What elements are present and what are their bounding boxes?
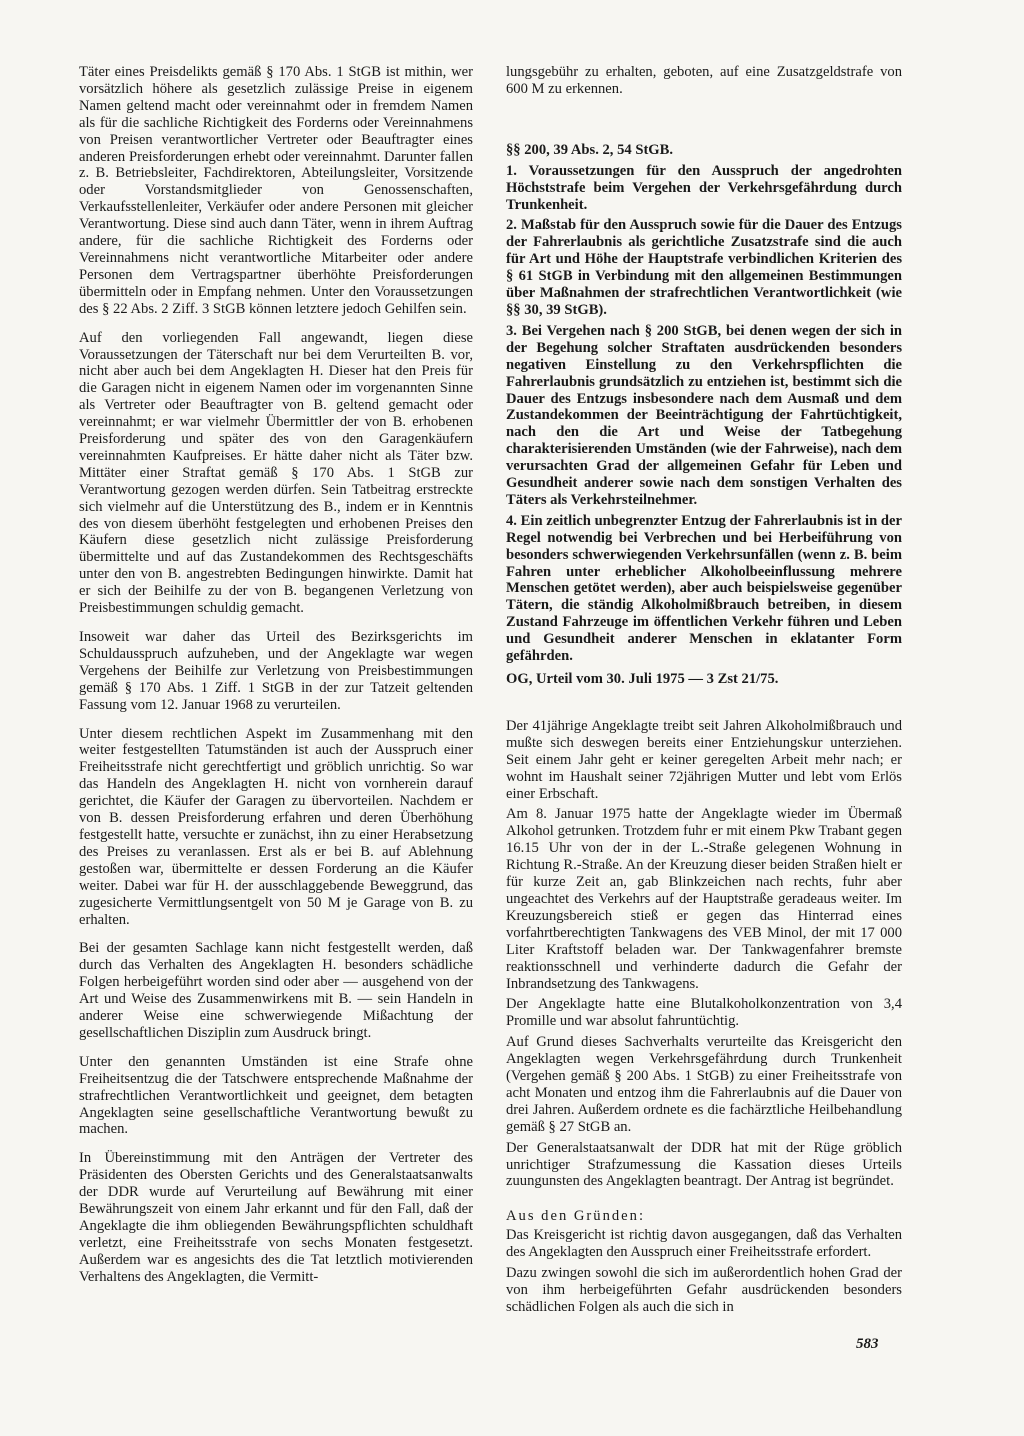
grounds-heading: Aus den Gründen: [506, 1208, 646, 1225]
paragraph: Der Generalstaatsanwalt der DDR hat mit der Rüge gröblich unrichtiger Strafzumessung die Kassation dieses Urteils zuungunsten des Angeklagten beantragt. Der Antrag ist begründet. [506, 1139, 902, 1190]
right-column [506, 64, 902, 1320]
paragraph: Auf den vorliegenden Fall angewandt, liegen diese Voraussetzungen der Täterschaft nur bei dem Verurteilten B. vor, nicht aber auch bei dem Angeklagten H. Dieser hat den Preis für die Garagen nicht in eigenem Namen oder im vorgenannten Sinne als Vertreter oder Beauftragter von B. geltend gemacht oder vereinnahmt; er war vielmehr Übermittler der von B. erhobenen Preisforderung und später des von den Garagenkäufern vereinnahmten Kaufpreises. Er hätte daher nicht als Täter bzw. Mittäter einer Straftat gemäß § 170 Abs. 1 StGB zur Verantwortung gezogen werden dürfen. Sein Tatbeitrag erstreckte sich vielmehr auf die Unterstützung des B., indem er in Kenntnis des von diesem überhöht festgelegten und erhobenen Preises den Käufern diese gesetzlich nicht zulässige Preisforderung übermittelte und auf das Zustandekommen des Rechtsgeschäfts unter den von B. angestrebten Bedingungen hinwirkte. Damit hat er sich der Beihilfe zu der von B. begangenen Verletzung von Preisbestimmungen schuldig gemacht. [79, 329, 473, 617]
paragraph: Der Angeklagte hatte eine Blutalkoholkonzentration von 3,4 Promille und war absolut fahruntüchtig. [506, 996, 902, 1030]
paragraph: Bei der gesamten Sachlage kann nicht festgestellt werden, daß durch das Verhalten des Angeklagten H. besonders schädliche Folgen herbeigeführt worden sind oder aber — ausgehend von der Art und Weise des Zusammenwirkens mit B. — sein Handeln in anderer Weise eine schwerwiegende Mißachtung der gesellschaftlichen Disziplin zum Ausdruck bringt. [79, 940, 473, 1041]
ruling-point: 4. Ein zeitlich unbegrenzter Entzug der Fahrerlaubnis ist in der Regel notwendig bei Verbrechen und bei Herbeiführung von besonders schwerwiegenden Verkehrsunfällen (wenn z. B. beim Fahren unter erheblicher Alkoholbeeinflussung mehrere Menschen getötet werden), aber auch beispielsweise gegenüber Tätern, die ständig Alkoholmißbrauch betreiben, in diesem Zustand Fahrzeuge im öffentlichen Verkehr führen und Leben und Gesundheit anderer Menschen in eklatanter Form gefährden. [506, 512, 902, 665]
paragraph: Täter eines Preisdelikts gemäß § 170 Abs. 1 StGB ist mithin, wer vorsätzlich höhere als gesetzlich zulässige Preise in eigenem Namen geltend macht oder vereinnahmt oder in fremdem Namen als für die sachliche Richtigkeit des Forderns oder Vereinnahmens von Preisen verantwortlicher Vertreter oder Beauftragter eines anderen Preisforderungen erhebt oder vereinnahmt. Darunter fallen z. B. Betriebsleiter, Fachdirektoren, Abteilungsleiter, Vorsitzende oder Vorstandsmitglieder von Genossenschaften, Verkaufsstellenleiter, Verkäufer oder andere Personen mit gleicher Verantwortung. Diese sind auch dann Täter, wenn in ihrem Auftrag andere, für die sachliche Richtigkeit des Forderns oder Vereinnahmens nicht verantwortliche Mitarbeiter oder andere Personen dem Vertragspartner überhöhte Preisforderungen übermitteln oder in Empfang nehmen. Unter den Voraussetzungen des § 22 Abs. 2 Ziff. 3 StGB können letztere jedoch Gehilfen sein. [79, 64, 473, 317]
paragraph: Der 41jährige Angeklagte treibt seit Jahren Alkoholmißbrauch und mußte sich deswegen bereits einer Entziehungskur unterziehen. Seit einem Jahr geht er keiner geregelten Arbeit mehr nach; er wohnt im Haushalt seiner 72jährigen Mutter und lebt vom Erlös einer Erbschaft. [506, 717, 902, 802]
paragraph: In Übereinstimmung mit den Anträgen der Vertreter des Präsidenten des Obersten Gerichts und des Generalstaatsanwalts der DDR wurde auf Verurteilung auf Bewährung mit einer Bewährungszeit von einem Jahr erkannt und für den Fall, daß der Angeklagte die ihm obliegenden Bewährungspflichten schuldhaft verletzt, eine Freiheitsstrafe von sechs Monaten festgesetzt. Außerdem war es angesichts des die Tat letztlich motivierenden Verhaltens des Angeklagten, die Vermitt- [79, 1150, 473, 1285]
ruling-point: 2. Maßstab für den Ausspruch sowie für die Dauer des Entzugs der Fahrerlaubnis als gerichtliche Zusatzstrafe sind die auch für Art und Höhe der Hauptstrafe verbindlichen Kriterien des § 61 StGB in Verbindung mit den allgemeinen Bestimmungen über Maßnahmen der strafrechtlichen Verantwortlichkeit (wie §§ 30, 39 StGB). [506, 217, 902, 318]
left-column [79, 64, 473, 1298]
paragraph: Unter diesem rechtlichen Aspekt im Zusammenhang mit den weiter festgestellten Tatumständen ist auch der Ausspruch einer Freiheitsstrafe nicht gerechtfertigt und gröblich unrichtig. So war das Handeln des Angeklagten H. nicht von vornherein darauf gerichtet, die Käufer der Garagen zu übervorteilen. Nachdem er von B. dessen Preisforderung erfahren und deren Überhöhung festgestellt hatte, versuchte er zunächst, ihn zu einer Herabsetzung des Preises zu veranlassen. Erst als er bei B. auf Ablehnung gestoßen war, übermittelte er dessen Forderung an die Käufer weiter. Dabei war für H. der ausschlaggebende Beweggrund, das zugesicherte Vermittlungsentgelt von 50 M je Garage von B. zu erhalten. [79, 725, 473, 928]
paragraph: Unter den genannten Umständen ist eine Strafe ohne Freiheitsentzug die der Tatschwere entsprechende Maßnahme der strafrechtlichen Verantwortlichkeit und geeignet, dem betagten Angeklagten seine gesellschaftliche Verantwortung bewußt zu machen. [79, 1053, 473, 1138]
paragraph: Auf Grund dieses Sachverhalts verurteilte das Kreisgericht den Angeklagten wegen Verkehrsgefährdung durch Trunkenheit (Vergehen gemäß § 200 Abs. 1 StGB) zu einer Freiheitsstrafe von acht Monaten und entzog ihm die Fahrerlaubnis auf die Dauer von drei Jahren. Außerdem ordnete es die fachärztliche Heilbehandlung gemäß § 27 StGB an. [506, 1034, 902, 1135]
paragraph: Insoweit war daher das Urteil des Bezirksgerichts im Schuldausspruch aufzuheben, und der Angeklagte war wegen Vergehens der Beihilfe zur Verletzung von Preisbestimmungen gemäß § 170 Abs. 1 Ziff. 1 StGB in der zur Tatzeit geltenden Fassung vom 12. Januar 1968 zu verurteilen. [79, 629, 473, 713]
ruling-point: 1. Voraussetzungen für den Ausspruch der angedrohten Höchststrafe beim Vergehen der Verkehrsgefährdung durch Trunkenheit. [506, 162, 902, 213]
paragraph: Dazu zwingen sowohl die sich im außerordentlich hohen Grad der von ihm herbeigeführten Gefahr ausdrückenden besonders schädlichen Folgen als auch die sich in [506, 1265, 902, 1315]
section-heading: §§ 200, 39 Abs. 2, 54 StGB. [506, 141, 674, 158]
ruling-point: 3. Bei Vergehen nach § 200 StGB, bei denen wegen der sich in der Begehung solcher Straftaten ausdrückenden besonders negativen Einstellung zu den Verkehrspflichten die Fahrerlaubnis grundsätzlich zu entziehen ist, bestimmt sich die Dauer des Entzugs insbesondere nach dem Ausmaß und dem Zustandekommen der Beeinträchtigung der Fahrtüchtigkeit, nach den die Art und Weise der Tatbegehung charakterisierenden Umständen (wie der Fahrweise), nach dem verursachten Grad der allgemeinen Gefahr für Leben und Gesundheit anderer sowie nach dem sonstigen Verhalten des Täters als Verkehrsteilnehmer. [506, 322, 902, 508]
page-number: 583 [856, 1336, 879, 1352]
court-citation: OG, Urteil vom 30. Juli 1975 — 3 Zst 21/75. [506, 671, 779, 687]
continuation-paragraph: lungsgebühr zu erhalten, geboten, auf eine Zusatzgeldstrafe von 600 M zu erkennen. [506, 64, 902, 97]
paragraph: Das Kreisgericht ist richtig davon ausgegangen, daß das Verhalten des Angeklagten den Ausspruch einer Freiheitsstrafe erfordert. [506, 1227, 902, 1261]
paragraph: Am 8. Januar 1975 hatte der Angeklagte wieder im Übermaß Alkohol getrunken. Trotzdem fuhr er mit einem Pkw Trabant gegen 16.15 Uhr von der in der L.-Straße gelegenen Wohnung in Richtung R.-Straße. An der Kreuzung dieser beiden Straßen hielt er für kurze Zeit an, gab Blinkzeichen nach rechts, fuhr aber ungeachtet des Verkehrs auf der Hauptstraße geradeaus weiter. Im Kreuzungsbereich stieß er gegen das Hinterrad eines vorfahrtberechtigten Tankwagens des VEB Minol, der mit 17 000 Liter Kraftstoff beladen war. Der Tankwagenfahrer bremste reaktionsschnell und verhinderte dadurch die Gefahr der Inbrandsetzung des Tankwagens. [506, 806, 902, 992]
